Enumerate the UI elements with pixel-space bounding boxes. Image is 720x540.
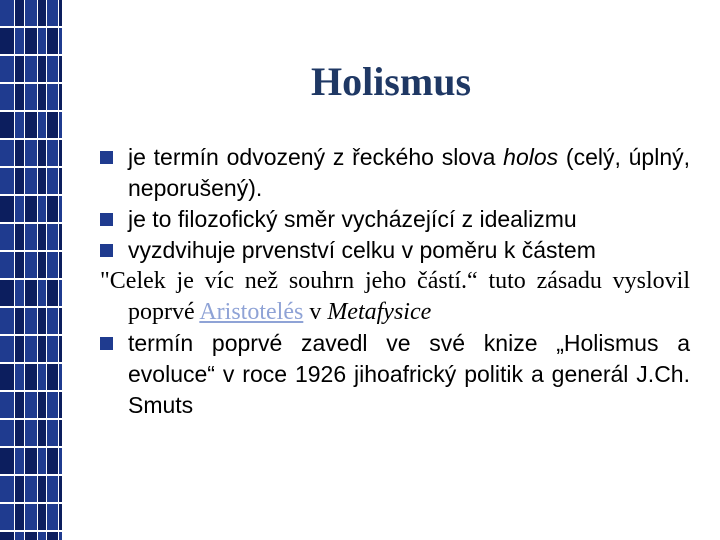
sidebar-block <box>47 308 58 334</box>
sidebar-block <box>47 364 58 390</box>
bullet-italic-term: holos <box>503 144 559 170</box>
sidebar-block <box>0 532 14 540</box>
sidebar-stripe <box>0 532 62 540</box>
sidebar-stripe <box>0 392 62 418</box>
sidebar-block <box>0 364 14 390</box>
sidebar-block <box>59 504 62 530</box>
sidebar-block <box>38 336 46 362</box>
sidebar-block <box>15 504 24 530</box>
sidebar-block <box>15 224 24 250</box>
sidebar-block <box>38 168 46 194</box>
sidebar-stripe <box>0 420 62 446</box>
sidebar-block <box>25 252 37 278</box>
sidebar-block <box>15 336 24 362</box>
sidebar-block <box>47 476 58 502</box>
sidebar-block <box>47 392 58 418</box>
sidebar-stripe <box>0 252 62 278</box>
sidebar-block <box>38 364 46 390</box>
sidebar-block <box>0 308 14 334</box>
sidebar-block <box>59 112 62 138</box>
square-bullet-icon <box>100 213 113 226</box>
sidebar-block <box>38 0 46 26</box>
sidebar-block <box>47 196 58 222</box>
sidebar-block <box>0 0 14 26</box>
sidebar-block <box>59 280 62 306</box>
bullet-text-cont: (celý, úplný, neporušený). <box>128 144 690 201</box>
sidebar-block <box>47 504 58 530</box>
sidebar-block <box>25 336 37 362</box>
sidebar-stripe <box>0 224 62 250</box>
sidebar-block <box>38 280 46 306</box>
quote-text: "Celek je víc než souhrn jeho částí.“ tuto zásadu vyslovil poprvé <box>100 268 690 325</box>
sidebar-block <box>25 280 37 306</box>
sidebar-stripe <box>0 280 62 306</box>
sidebar-block <box>47 0 58 26</box>
bullet-item-4 <box>100 328 690 421</box>
sidebar-block <box>25 168 37 194</box>
quote-italic-term: Metafysice <box>327 299 432 325</box>
sidebar-block <box>15 0 24 26</box>
sidebar-stripe <box>0 504 62 530</box>
sidebar-block <box>15 308 24 334</box>
sidebar-block <box>0 504 14 530</box>
sidebar-block <box>15 168 24 194</box>
sidebar-block <box>47 224 58 250</box>
sidebar-block <box>25 420 37 446</box>
sidebar-block <box>25 504 37 530</box>
sidebar-block <box>0 252 14 278</box>
aristoteles-link[interactable]: Aristotelés <box>199 299 304 325</box>
sidebar-stripe <box>0 168 62 194</box>
sidebar-block <box>38 420 46 446</box>
sidebar-block <box>47 532 58 540</box>
sidebar-stripe <box>0 448 62 474</box>
sidebar-block <box>59 196 62 222</box>
sidebar-block <box>15 532 24 540</box>
bullet-item-2 <box>100 204 690 235</box>
sidebar-block <box>38 196 46 222</box>
sidebar-block <box>59 0 62 26</box>
sidebar-block <box>38 392 46 418</box>
sidebar-block <box>0 224 14 250</box>
sidebar-block <box>59 420 62 446</box>
sidebar-block <box>25 476 37 502</box>
square-bullet-icon <box>100 337 113 350</box>
sidebar-stripe <box>0 476 62 502</box>
sidebar-block <box>47 168 58 194</box>
sidebar-block <box>25 28 37 54</box>
sidebar-block <box>59 448 62 474</box>
sidebar-block <box>47 140 58 166</box>
sidebar-block <box>38 224 46 250</box>
sidebar-block <box>15 392 24 418</box>
sidebar-block <box>15 196 24 222</box>
sidebar-stripe <box>0 364 62 390</box>
sidebar-stripe <box>0 196 62 222</box>
bullet-item-1 <box>100 142 690 204</box>
sidebar-stripe <box>0 0 62 26</box>
quote-text-cont: v <box>303 299 328 325</box>
sidebar-block <box>15 252 24 278</box>
bullet-text: je termín odvozený z řeckého slova <box>128 144 504 170</box>
sidebar-block <box>25 392 37 418</box>
sidebar-block <box>38 308 46 334</box>
sidebar-stripe <box>0 308 62 334</box>
sidebar-block <box>0 336 14 362</box>
sidebar-block <box>47 420 58 446</box>
sidebar-block <box>59 224 62 250</box>
slide-content <box>100 142 690 421</box>
sidebar-block <box>15 476 24 502</box>
sidebar-block <box>47 336 58 362</box>
sidebar-block <box>0 420 14 446</box>
sidebar-block <box>25 0 37 26</box>
sidebar-block <box>38 532 46 540</box>
sidebar-block <box>59 168 62 194</box>
sidebar-block <box>59 308 62 334</box>
square-bullet-icon <box>100 244 113 257</box>
sidebar-stripe <box>0 28 62 54</box>
sidebar-block <box>59 532 62 540</box>
sidebar-block <box>47 448 58 474</box>
sidebar-block <box>38 140 46 166</box>
sidebar-block <box>25 532 37 540</box>
bullet-text: je to filozofický směr vycházející z idealizmu <box>128 206 577 232</box>
sidebar-block <box>0 196 14 222</box>
sidebar-block <box>15 364 24 390</box>
sidebar-block <box>47 252 58 278</box>
sidebar-block <box>25 196 37 222</box>
bullet-text: termín poprvé zavedl ve své knize „Holismus a evoluce“ v roce 1926 jihoafrický politik a generál J.Ch. Smuts <box>128 330 690 418</box>
sidebar-block <box>0 112 14 138</box>
sidebar-block <box>15 280 24 306</box>
sidebar-block <box>47 112 58 138</box>
bullet-text: vyzdvihuje prvenství celku v poměru k částem <box>128 237 596 263</box>
sidebar-block <box>15 420 24 446</box>
sidebar-block <box>25 140 37 166</box>
sidebar-block <box>59 392 62 418</box>
sidebar-block <box>0 168 14 194</box>
sidebar-block <box>25 364 37 390</box>
sidebar-stripe <box>0 112 62 138</box>
quote-paragraph <box>100 266 690 328</box>
sidebar-block <box>15 112 24 138</box>
sidebar-block <box>25 112 37 138</box>
sidebar-block <box>15 140 24 166</box>
sidebar-block <box>59 476 62 502</box>
sidebar-block <box>47 280 58 306</box>
sidebar-block <box>38 476 46 502</box>
sidebar-block <box>38 28 46 54</box>
sidebar-block <box>0 392 14 418</box>
bullet-item-3 <box>100 235 690 266</box>
sidebar-block <box>59 364 62 390</box>
sidebar-block <box>38 112 46 138</box>
sidebar-block <box>25 308 37 334</box>
sidebar-block <box>25 448 37 474</box>
sidebar-block <box>15 28 24 54</box>
sidebar-block <box>59 252 62 278</box>
sidebar-block <box>0 28 14 54</box>
slide-title: Holismus <box>310 59 472 104</box>
sidebar-block <box>38 504 46 530</box>
sidebar-block <box>0 140 14 166</box>
sidebar-block <box>47 28 58 54</box>
sidebar-block <box>59 336 62 362</box>
square-bullet-icon <box>100 151 113 164</box>
sidebar-block <box>15 448 24 474</box>
sidebar-block <box>38 252 46 278</box>
sidebar-stripe <box>0 140 62 166</box>
sidebar-block <box>59 140 62 166</box>
sidebar-block <box>0 476 14 502</box>
sidebar-block <box>0 448 14 474</box>
sidebar-stripe <box>0 336 62 362</box>
sidebar-block <box>59 28 62 54</box>
sidebar-block <box>25 224 37 250</box>
sidebar-block <box>0 280 14 306</box>
sidebar-block <box>38 448 46 474</box>
